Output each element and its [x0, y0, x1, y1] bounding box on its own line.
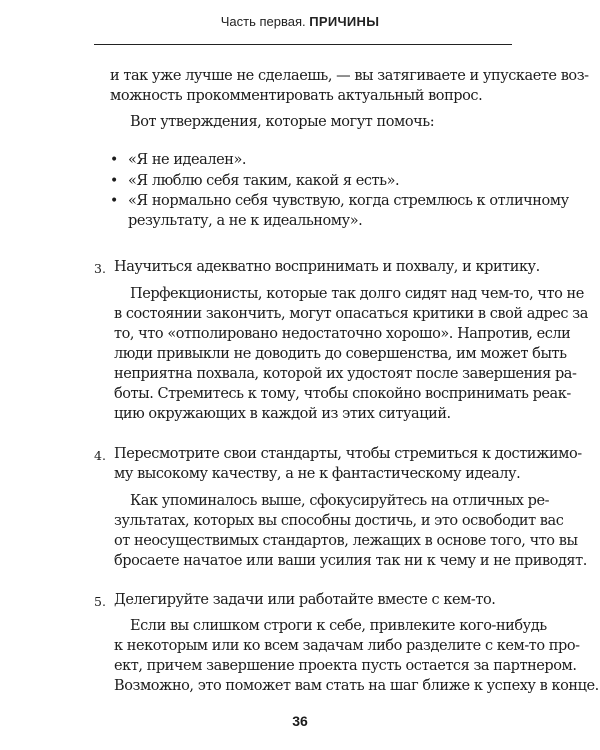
item-4-body-line: бросаете начатое или ваши усилия так ни к чему и не приводят.: [114, 553, 587, 569]
intro-line-2: можность прокомментировать актуальный вопрос.: [110, 88, 483, 104]
item-5-body-line: Если вы слишком строги к себе, привлеките кого-нибудь: [130, 618, 547, 634]
header-part: Часть первая.: [220, 14, 306, 29]
item-4-body-line: Как упоминалось выше, сфокусируйтесь на отличных ре-: [130, 493, 550, 509]
item-5-body-line: к некоторым или ко всем задачам либо разделите с кем-то про-: [114, 638, 580, 654]
bullet-3-line-2: результату, а не к идеальному».: [128, 213, 363, 229]
item-4-heading: Пересмотрите свои стандарты, чтобы стремиться к достижимо-: [114, 446, 582, 462]
item-3-body-line: в состоянии закончить, могут опасаться критики в свой адрес за: [114, 306, 588, 322]
header-title: ПРИЧИНЫ: [309, 14, 380, 29]
bullet-marker: •: [110, 173, 119, 189]
bullet-1: «Я не идеален».: [128, 152, 247, 168]
item-5-body-line: ект, причем завершение проекта пусть остается за партнером.: [114, 658, 577, 674]
item-5-number: 5.: [94, 594, 106, 609]
intro-line-1: и так уже лучше не сделаешь, — вы затягиваете и упускаете воз-: [110, 68, 589, 84]
item-3-number: 3.: [94, 261, 106, 276]
page-number: 36: [292, 713, 308, 729]
item-4-number: 4.: [94, 448, 106, 463]
bullet-3-line-1: «Я нормально себя чувствую, когда стремлюсь к отличному: [128, 193, 569, 209]
bullet-marker: •: [110, 193, 119, 209]
item-3-body-line: Перфекционисты, которые так долго сидят над чем-то, что не: [130, 286, 584, 302]
item-3-heading: Научиться адекватно воспринимать и похвалу, и критику.: [114, 259, 540, 275]
header-rule: [94, 44, 512, 45]
statements-intro: Вот утверждения, которые могут помочь:: [130, 114, 435, 130]
item-3-body-line: то, что «отполировано недостаточно хорошо». Напротив, если: [114, 326, 571, 342]
running-header: [0, 14, 600, 29]
item-3-body-line: цию окружающих в каждой из этих ситуаций.: [114, 406, 451, 422]
item-3-body-line: неприятна похвала, которой их удостоят после завершения ра-: [114, 366, 577, 382]
item-4-body-line: зультатах, которых вы способны достичь, и это освободит вас: [114, 513, 564, 529]
bullet-marker: •: [110, 152, 119, 168]
item-4-body-line: от неосуществимых стандартов, лежащих в основе того, что вы: [114, 533, 578, 549]
item-3-body-line: боты. Стремитесь к тому, чтобы спокойно воспринимать реак-: [114, 386, 571, 402]
item-3-body-line: люди привыкли не доводить до совершенства, им может быть: [114, 346, 567, 362]
item-5-heading: Делегируйте задачи или работайте вместе с кем-то.: [114, 592, 496, 608]
item-5-body-line: Возможно, это поможет вам стать на шаг ближе к успеху в конце.: [114, 678, 599, 694]
bullet-2: «Я люблю себя таким, какой я есть».: [128, 173, 400, 189]
item-4-heading-line-2: му высокому качеству, а не к фантастическому идеалу.: [114, 466, 521, 482]
